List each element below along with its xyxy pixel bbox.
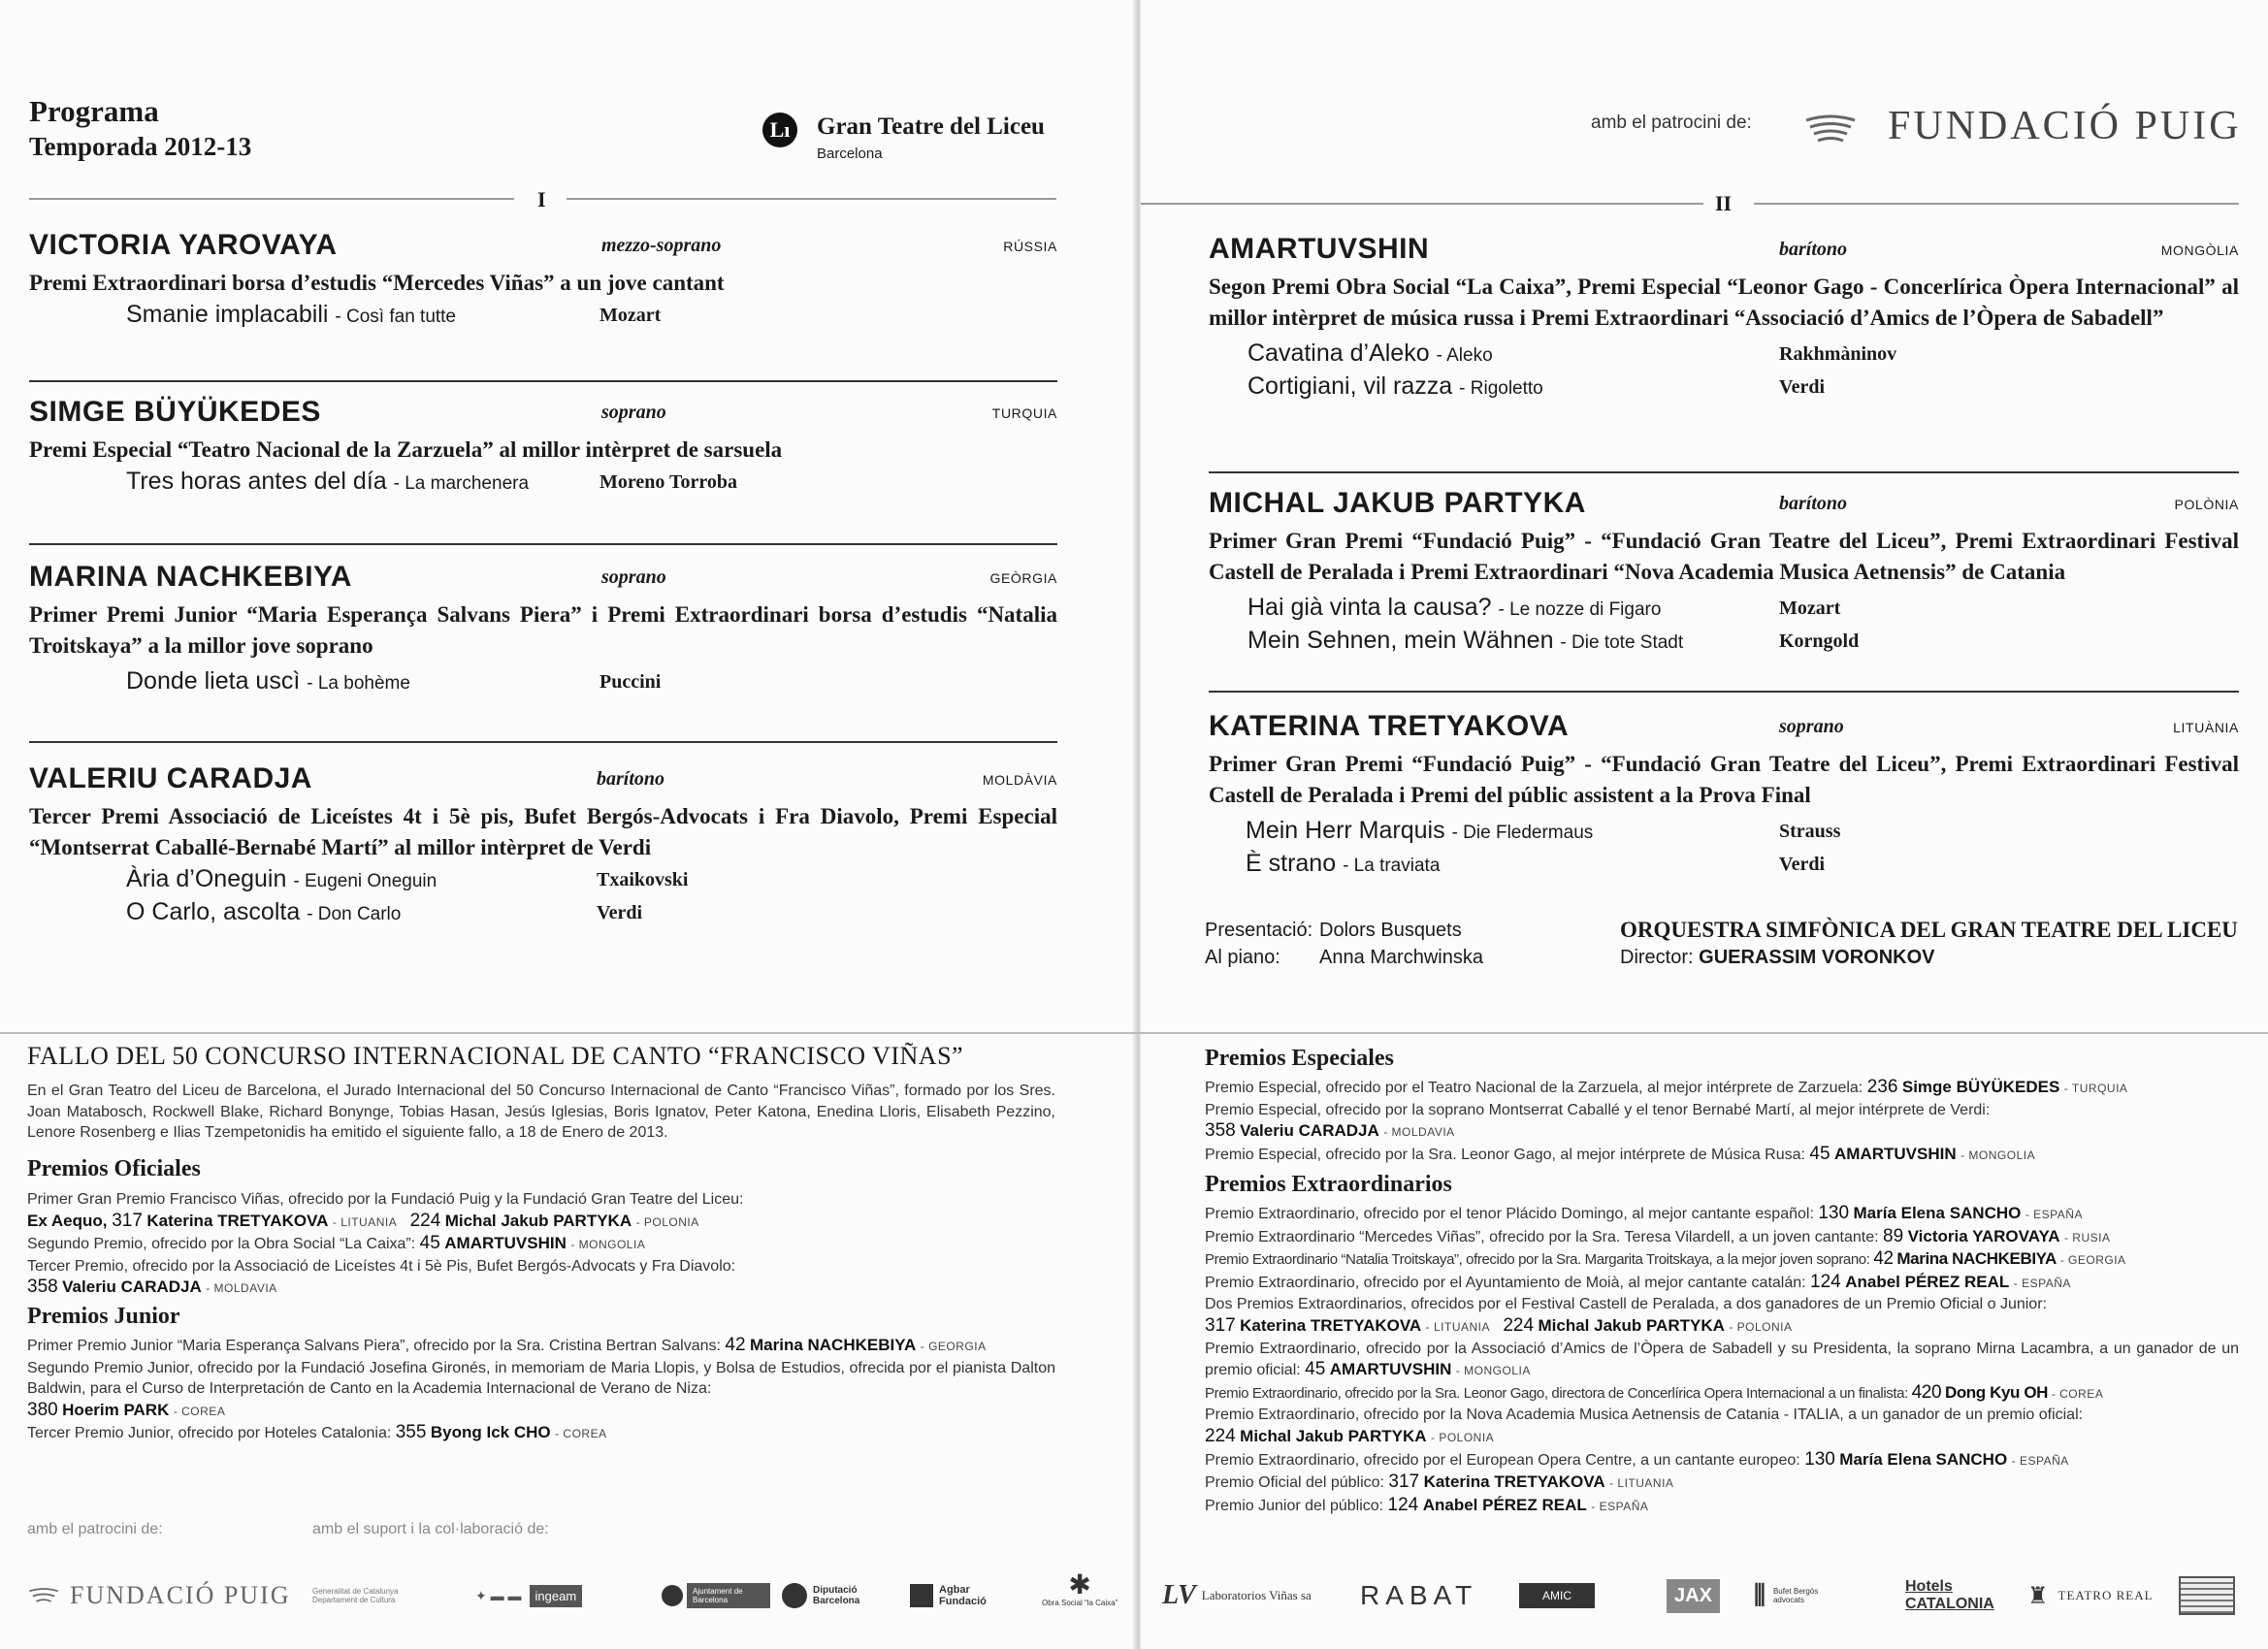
winner-name: Valeriu CARADJA: [1240, 1121, 1379, 1141]
winner-name: AMARTUVSHIN: [1834, 1144, 1957, 1163]
piece-title: Cortigiani, vil razza: [1247, 372, 1453, 400]
lv-icon: LV Laboratorios Viñas sa: [1162, 1580, 1312, 1610]
la-caixa-star-icon: ✱ Obra Social “la Caixa”: [1042, 1569, 1118, 1607]
performer-prize: Premi Especial “Teatro Nacional de la Zarzuela” al millor intèrpret de sarsuela: [29, 437, 783, 462]
winner-name: Michal Jakub PARTYKA: [1240, 1426, 1427, 1445]
winner-name: Byong Ick CHO: [430, 1423, 551, 1442]
candidate-number: 358: [27, 1277, 58, 1298]
performer-name: KATERINA TRETYAKOVA: [1209, 710, 1570, 742]
award-text: Primer Premio Junior “Maria Esperança Salvans Piera”, ofrecido por la Sra. Cristina Bertran Salvans:: [27, 1338, 726, 1354]
piece-title-line: [126, 898, 401, 926]
candidate-number: 45: [1809, 1143, 1831, 1164]
award-line: [1205, 1495, 2239, 1518]
candidate-number: 317: [1205, 1314, 1236, 1336]
junior-title: Premios Junior: [27, 1304, 180, 1329]
award-text: Premio Extraordinario, ofrecido por el tenor Plácido Domingo, al mejor cantante español:: [1205, 1206, 1819, 1222]
award-line: [27, 1422, 1055, 1445]
oficiales-list: [27, 1189, 1055, 1300]
program-piece: [29, 667, 1057, 700]
right-page: [1141, 0, 2268, 1649]
rabat-icon: [1360, 1571, 1477, 1620]
performer-name: MICHAL JAKUB PARTYKA: [1209, 487, 1586, 519]
sponsor-name: Ajuntament de Barcelona: [687, 1583, 770, 1608]
sponsor-name: Agbar Fundació: [939, 1584, 987, 1607]
award-line: [27, 1256, 1055, 1277]
piece-composer: Mozart: [1779, 598, 1841, 619]
candidate-number: 355: [395, 1422, 427, 1443]
award-text: Premio Oficial del público:: [1205, 1474, 1389, 1492]
winner-name: Michal Jakub PARTYKA: [1538, 1315, 1725, 1335]
piece-composer: Verdi: [1779, 376, 1826, 398]
piece-opera: - Eugeni Oneguin: [293, 871, 437, 891]
performer-prize: Premi Extraordinari borsa d’estudis “Mercedes Viñas” a un jove cantant: [29, 271, 725, 295]
winner-country: - MOLDAVIA: [206, 1281, 277, 1296]
award-line: [27, 1211, 1055, 1234]
piece-title: Smanie implacabili: [126, 301, 329, 328]
winner-country: - MONGOLIA: [1455, 1364, 1531, 1378]
performer-country: RÚSSIA: [1003, 239, 1057, 254]
winner-country: - LITUANIA: [1609, 1476, 1674, 1491]
fallo-title: FALLO DEL 50 CONCURSO INTERNACIONAL DE CANTO “FRANCISCO VIÑAS”: [27, 1042, 964, 1070]
piece-title-line: [1246, 850, 1440, 878]
piece-title-line: [1247, 340, 1493, 368]
candidate-number: 42: [725, 1335, 746, 1355]
winner-name: Dong Kyu OH: [1944, 1382, 2049, 1402]
winner-country: - GEORGIA: [920, 1340, 987, 1353]
piece-title: Ària d’Oneguin: [126, 865, 287, 892]
teatro-real-icon: ♜ TEATRO REAL: [2027, 1582, 2154, 1609]
candidate-number: 130: [1804, 1448, 1835, 1470]
piece-title-line: [126, 468, 529, 496]
winner-name: Victoria YAROVAYA: [1907, 1226, 2060, 1245]
sponsor-name: Bufet Bergós advocats: [1772, 1587, 1819, 1604]
program-piece: [1209, 817, 2239, 850]
piece-title-line: [1247, 594, 1661, 622]
award-text: Dos Premios Extraordinarios, ofrecidos por el Festival Castell de Peralada, a dos ganadores de un Premio Oficial o Junior:: [1205, 1296, 2047, 1313]
extraordinarios-list: [1205, 1203, 2239, 1517]
sponsor-name: RABAT: [1360, 1580, 1478, 1610]
performer-prize: Segon Premi Obra Social “La Caixa”, Premi Especial “Leonor Gago - Concerlírica Òpera Internacional” al millor intèrpret de música russa i Premi Extraordinari “Associació d’Amics de l’Òpera de Sabadell”: [1209, 275, 2239, 330]
credit-name: Anna Marchwinska: [1319, 947, 1483, 968]
catalonia-icon: [1905, 1571, 1994, 1620]
piece-opera: - Die Fledermaus: [1451, 823, 1594, 843]
winner-country: - COREA: [173, 1404, 226, 1418]
piece-composer: Mozart: [599, 305, 662, 326]
credit-label: Presentació:: [1205, 920, 1313, 941]
award-line: [1205, 1120, 2239, 1144]
performer-name: SIMGE BÜYÜKEDES: [29, 396, 321, 428]
generalitat-icon: [312, 1571, 409, 1620]
candidate-number: 224: [1205, 1425, 1236, 1446]
voice-type: soprano: [601, 566, 666, 588]
award-text: Tercer Premio, ofrecido por la Associació de Liceístes 4t i 5è Pis, Bufet Bergós-Advocats y Fra Diavolo:: [27, 1257, 736, 1275]
especiales-list: [1205, 1077, 2239, 1166]
piece-composer: Rakhmàninov: [1779, 343, 1897, 365]
award-text: Tercer Premio Junior, ofrecido por Hoteles Catalonia:: [27, 1425, 396, 1442]
piece-title: Hai già vinta la causa?: [1247, 594, 1492, 621]
piece-title-line: [126, 667, 410, 695]
section-divider: [0, 1032, 2268, 1034]
candidate-number: 236: [1866, 1077, 1898, 1097]
oficiales-title: Premios Oficiales: [27, 1156, 201, 1181]
performer-name: VALERIU CARADJA: [29, 762, 312, 794]
sponsor-name: Laboratorios Viñas sa: [1201, 1588, 1312, 1602]
piece-title: Mein Herr Marquis: [1246, 817, 1445, 844]
puig-sponsor-logo: [27, 1571, 291, 1620]
program-piece: [29, 898, 1057, 931]
award-line: [1205, 1426, 2239, 1449]
performer-country: GEÒRGIA: [989, 570, 1057, 586]
award-text: Premio Especial, ofrecido por la soprano Montserrat Caballé y el tenor Bernabé Martí, al mejor intérprete de Verdi:: [1205, 1101, 1991, 1118]
winner-name: Valeriu CARADJA: [62, 1277, 202, 1297]
liceu-name: Gran Teatre del Liceu: [817, 113, 1045, 140]
part-rule-left: [29, 198, 514, 200]
winner-country: - MOLDAVIA: [1383, 1125, 1455, 1140]
part-two-label: II: [1715, 191, 1733, 215]
award-text: Premio Junior del público:: [1205, 1497, 1388, 1514]
award-line: [27, 1358, 1055, 1400]
piece-opera: - La bohème: [307, 673, 410, 694]
piece-title-line: [126, 865, 437, 893]
jax-icon: [1667, 1571, 1720, 1620]
award-line: [27, 1189, 1055, 1211]
performer-block: [29, 396, 1057, 501]
award-line: [1205, 1339, 2239, 1382]
winner-country: - POLONIA: [635, 1214, 699, 1229]
candidate-number: 124: [1387, 1494, 1419, 1515]
ajuntament-icon: [662, 1571, 770, 1620]
piece-composer: Verdi: [1779, 854, 1826, 875]
performer-country: MONGÒLIA: [2160, 242, 2239, 258]
piece-composer: Strauss: [1779, 821, 1841, 842]
award-text: Premio Extraordinario “Natalia Troitskaya”, ofrecido por la Sra. Margarita Troitskaya, a la mejor joven soprano:: [1205, 1251, 1874, 1269]
piece-composer: Korngold: [1779, 630, 1860, 652]
program-piece: [1209, 340, 2239, 372]
piece-opera: - Die tote Stadt: [1560, 632, 1684, 653]
award-line: [1205, 1449, 2239, 1472]
part-one-label: I: [537, 187, 546, 211]
award-line: [1205, 1294, 2239, 1315]
performer-prize: Primer Premi Junior “Maria Esperança Salvans Piera” i Premi Extraordinari borsa d’estudis “Natalia Troitskaya” a la millor jove soprano: [29, 602, 1057, 658]
season-label: Temporada 2012-13: [29, 132, 252, 161]
winner-name: AMARTUVSHIN: [444, 1234, 567, 1253]
award-text: Premio Especial, ofrecido por el Teatro Nacional de la Zarzuela, al mejor intérprete de Zarzuela:: [1205, 1080, 1867, 1096]
winner-name: Katerina TRETYAKOVA: [146, 1211, 329, 1230]
director-name: GUERASSIM VORONKOV: [1699, 947, 1935, 968]
winner-country: - POLONIA: [1729, 1319, 1793, 1334]
fallo-intro: En el Gran Teatro del Liceu de Barcelona, el Jurado Internacional del 50 Concurso Internacional de Canto “Francisco Viñas”, formado por los Sres. Joan Matabosch, Rockwell Blake, Richard Bonynge, Tobias Hasan, Jesús Iglesias, Boris Ignatov, Peter Katona, Enedina Lloris, Elisabeth Pezzino, Lenore Rosenberg e Ilias Tzempetonidis ha emitido el siguiente fallo, a 18 de Enero de 2013.: [27, 1083, 1055, 1142]
program-title: Programa: [29, 94, 159, 128]
piece-title-line: [1247, 372, 1543, 401]
winner-country: - ESPAÑA: [1591, 1499, 1649, 1513]
winner-country: - RUSIA: [2063, 1230, 2111, 1245]
piece-title: Mein Sehnen, mein Wähnen: [1247, 627, 1554, 654]
award-text: Premio Extraordinario, ofrecido por la Sra. Leonor Gago, directora de Concerlírica Opera Internacional a un finalista:: [1205, 1384, 1912, 1402]
performer-block: [29, 229, 1057, 334]
award-line: [1205, 1405, 2239, 1426]
award-line: [1205, 1471, 2239, 1495]
piece-composer: Txaikovski: [597, 869, 689, 890]
candidate-number: 124: [1810, 1271, 1841, 1292]
performer-block: [1209, 487, 2239, 660]
sponsor-name: ingeam: [530, 1585, 583, 1607]
award-line: [27, 1335, 1055, 1358]
performer-name: AMARTUVSHIN: [1209, 233, 1430, 265]
voice-type: soprano: [601, 402, 666, 423]
puig-waves-icon: [27, 1585, 60, 1606]
separator: [1209, 471, 2239, 473]
piece-title-line: [1246, 817, 1593, 845]
award-line: [1205, 1315, 2239, 1339]
part-rule-right: [567, 198, 1056, 200]
performer-prize: Tercer Premi Associació de Liceístes 4t i 5è pis, Bufet Bergós-Advocats i Fra Diavolo, Premi Especial “Montserrat Caballé-Bernabé Martí” al millor intèrpret de Verdi: [29, 804, 1057, 859]
sponsor-name: Diputació Barcelona: [813, 1585, 860, 1606]
winner-name: María Elena SANCHO: [1839, 1449, 2008, 1469]
piano-credit: [1205, 947, 1483, 969]
piece-title: Donde lieta uscì: [126, 667, 301, 695]
award-text: Premio Extraordinario, ofrecido por el Ayuntamiento de Moià, al mejor cantante catalán:: [1205, 1274, 1811, 1291]
award-line: [1205, 1144, 2239, 1167]
award-line: [1205, 1382, 2239, 1406]
patron-label-footer: amb el patrocini de:: [27, 1521, 163, 1537]
performer-country: TURQUIA: [991, 405, 1057, 421]
program-piece: [1209, 594, 2239, 627]
winner-country: - ESPAÑA: [2013, 1276, 2071, 1290]
junior-list: [27, 1335, 1055, 1445]
candidate-number: 224: [1503, 1314, 1535, 1336]
winner-name: Hoerim PARK: [62, 1400, 170, 1419]
candidate-number: 89: [1883, 1225, 1904, 1246]
award-text: Premio Extraordinario, ofrecido por la Associació d’Amics de l’Òpera de Sabadell y su Presidenta, la soprano Mirna Lacambra, a un ganador de un premio oficial:: [1205, 1340, 2239, 1379]
winner-country: - MONGOLIA: [570, 1238, 646, 1252]
ministry-icon: ✦ ▬ ▬ ingeam: [475, 1571, 582, 1620]
voice-type: barítono: [597, 768, 665, 790]
puig-wordmark: FUNDACIÓ PUIG: [1888, 104, 2242, 148]
winner-country: - ESPAÑA: [2011, 1453, 2069, 1468]
winner-name: Marina NACHKEBIYA: [1896, 1249, 2057, 1269]
award-line: [27, 1277, 1055, 1300]
voice-type: barítono: [1779, 239, 1848, 260]
piece-composer: Verdi: [597, 902, 643, 923]
part-rule-right: [1754, 203, 2239, 205]
winner-name: Marina NACHKEBIYA: [749, 1336, 917, 1354]
award-line: [27, 1400, 1055, 1423]
piece-opera: - Le nozze di Figaro: [1498, 599, 1662, 620]
winner-country: - ESPAÑA: [2025, 1208, 2083, 1221]
award-line: [1205, 1272, 2239, 1295]
award-line: [1205, 1100, 2239, 1121]
candidate-number: 224: [409, 1210, 441, 1231]
performer-name: MARINA NACHKEBIYA: [29, 561, 352, 593]
candidate-number: 317: [112, 1210, 143, 1231]
candidate-number: 420: [1911, 1381, 1942, 1403]
especiales-title: Premios Especiales: [1205, 1046, 1394, 1071]
voice-type: mezzo-soprano: [601, 235, 722, 256]
award-line: [27, 1233, 1055, 1256]
award-text: Segundo Premio, ofrecido por la Obra Social “La Caixa”:: [27, 1236, 420, 1253]
performer-prize: Primer Gran Premi “Fundació Puig” - “Fundació Gran Teatre del Liceu”, Premi Extraordinari Festival Castell de Peralada i Premi del públic assistent a la Prova Final: [1209, 752, 2239, 807]
program-piece: [29, 301, 1057, 334]
winner-country: - LITUANIA: [332, 1214, 398, 1229]
sponsor-name: AMIC: [1519, 1583, 1595, 1608]
piece-title: È strano: [1246, 850, 1337, 877]
liceu-city: Barcelona: [817, 146, 883, 162]
performer-block: [29, 762, 1057, 931]
winner-name: AMARTUVSHIN: [1329, 1360, 1452, 1379]
award-line: [1205, 1077, 2239, 1100]
candidate-number: 358: [1205, 1120, 1236, 1142]
candidate-number: 42: [1873, 1248, 1894, 1270]
winner-name: Katerina TRETYAKOVA: [1240, 1315, 1422, 1335]
winner-name: Anabel PÉREZ REAL: [1422, 1495, 1587, 1514]
liceu-logo-icon: Lı: [762, 113, 797, 147]
extraordinarios-title: Premios Extraordinarios: [1205, 1172, 1452, 1197]
sponsor-name: JAX: [1667, 1579, 1720, 1613]
orchestra-seal-icon: [2179, 1571, 2235, 1620]
diputacio-icon: [782, 1571, 867, 1620]
orchestra-name: ORQUESTRA SIMFÒNICA DEL GRAN TEATRE DEL LICEU: [1620, 918, 2238, 942]
award-text: Premio Extraordinario, ofrecido por el European Opera Centre, a un cantante europeo:: [1205, 1451, 1805, 1469]
part-rule-left: [1141, 203, 1703, 205]
piece-composer: Puccini: [599, 671, 662, 693]
voice-type: barítono: [1779, 493, 1848, 514]
piece-composer: Moreno Torroba: [599, 471, 738, 493]
radio-icon: [1519, 1571, 1595, 1620]
director-credit: [1620, 947, 1935, 969]
agbar-icon: [910, 1571, 993, 1620]
program-piece: [29, 468, 1057, 501]
piece-title-line: [126, 301, 456, 329]
winner-name: Simge BÜYÜKEDES: [1901, 1078, 2060, 1096]
piece-opera: - La traviata: [1343, 856, 1441, 876]
piece-title: Tres horas antes del día: [126, 468, 387, 495]
award-line: [1205, 1226, 2239, 1249]
patron-label: amb el patrocini de:: [1591, 113, 1752, 133]
separator: [29, 741, 1057, 743]
award-text: Segundo Premio Junior, ofrecido por la Fundació Josefina Gironés, in memoriam de Maria Llopis, y Bolsa de Estudios, ofrecida por el pianista Dalton Baldwin, para el Curso de Interpretación de Canto en la Academia Internacional de Verano de Niza:: [27, 1359, 1055, 1398]
candidate-number: 130: [1818, 1203, 1850, 1223]
winner-country: - COREA: [2051, 1386, 2104, 1401]
performer-block: [29, 561, 1057, 700]
program-piece: [29, 865, 1057, 898]
support-label: amb el suport i la col·laboració de:: [312, 1521, 549, 1537]
performer-name: VICTORIA YAROVAYA: [29, 229, 338, 261]
sponsor-name: Obra Social “la Caixa”: [1042, 1599, 1118, 1607]
piece-opera: - Don Carlo: [307, 904, 402, 924]
program-piece: [1209, 372, 2239, 405]
winner-country: - TURQUIA: [2063, 1082, 2128, 1095]
award-text: Premio Extraordinario, ofrecido por la Nova Academia Musica Aetnensis de Catania - ITALIA, a un ganador de un premio oficial:: [1205, 1406, 2084, 1424]
program-piece: [1209, 627, 2239, 660]
winner-country: - LITUANIA: [1425, 1319, 1490, 1334]
performer-country: POLÒNIA: [2174, 497, 2239, 512]
sponsor-name: FUNDACIÓ PUIG: [70, 1581, 291, 1609]
performer-block: [1209, 710, 2239, 883]
sponsor-name: Hotels CATALONIA: [1905, 1578, 1994, 1612]
puig-waves-icon: [1802, 113, 1859, 144]
award-text: Ex Aequo,: [27, 1211, 113, 1230]
piece-opera: - La marchenera: [393, 473, 530, 494]
piece-opera: - Aleko: [1436, 345, 1493, 366]
performer-prize: Primer Gran Premi “Fundació Puig” - “Fundació Gran Teatre del Liceu”, Premi Extraordinari Festival Castell de Peralada i Premi Extraordinari “Nova Academia Musica Aetnensis” de Catania: [1209, 529, 2239, 584]
winner-country: - MONGOLIA: [1960, 1148, 2036, 1162]
credit-label: Al piano:: [1205, 947, 1280, 968]
separator: [29, 380, 1057, 382]
award-text: Premio Extraordinario “Mercedes Viñas”, ofrecido por la Sra. Teresa Vilardell, a un joven cantante:: [1205, 1228, 1884, 1245]
award-text: Primer Gran Premio Francisco Viñas, ofrecido por la Fundació Puig y la Fundació Gran Teatre del Liceu:: [27, 1191, 744, 1208]
candidate-number: 45: [419, 1233, 440, 1254]
winner-country: - POLONIA: [1431, 1430, 1495, 1444]
sponsor-name: TEATRO REAL: [2057, 1588, 2154, 1602]
piece-title: O Carlo, ascolta: [126, 898, 301, 925]
winner-name: Michal Jakub PARTYKA: [444, 1211, 632, 1230]
award-text: Premio Especial, ofrecido por la Sra. Leonor Gago, al mejor intérprete de Música Rusa:: [1205, 1146, 1810, 1163]
award-line: [1205, 1248, 2239, 1272]
piece-title-line: [1247, 627, 1683, 655]
credit-name: Dolors Busquets: [1319, 920, 1462, 941]
winner-country: - GEORGIA: [2059, 1253, 2126, 1268]
piece-title: Cavatina d’Aleko: [1247, 340, 1430, 367]
performer-country: MOLDÀVIA: [982, 772, 1057, 788]
piece-opera: - Rigoletto: [1459, 378, 1543, 399]
sponsor-name: Generalitat de Catalunya Departament de Cultura: [312, 1587, 399, 1604]
winner-name: María Elena SANCHO: [1853, 1204, 2022, 1222]
candidate-number: 380: [27, 1399, 58, 1420]
performer-block: [1209, 233, 2239, 405]
award-line: [1205, 1203, 2239, 1226]
presentation-credit: [1205, 920, 1462, 942]
piece-opera: - Così fan tutte: [335, 307, 457, 327]
performer-country: LITUÀNIA: [2173, 720, 2239, 735]
candidate-number: 45: [1305, 1359, 1326, 1380]
winner-country: - COREA: [555, 1427, 607, 1441]
winner-name: Katerina TRETYAKOVA: [1423, 1472, 1605, 1492]
program-piece: [1209, 850, 2239, 883]
candidate-number: 317: [1388, 1471, 1420, 1493]
winner-name: Anabel PÉREZ REAL: [1845, 1272, 2010, 1291]
separator: [29, 543, 1057, 545]
voice-type: soprano: [1779, 716, 1844, 737]
credit-label: Director:: [1620, 947, 1694, 968]
bergos-icon: ⫼ Bufet Bergós advocats: [1754, 1571, 1841, 1620]
separator: [1209, 691, 2239, 693]
sponsor-logo-strip: [0, 1571, 2268, 1620]
